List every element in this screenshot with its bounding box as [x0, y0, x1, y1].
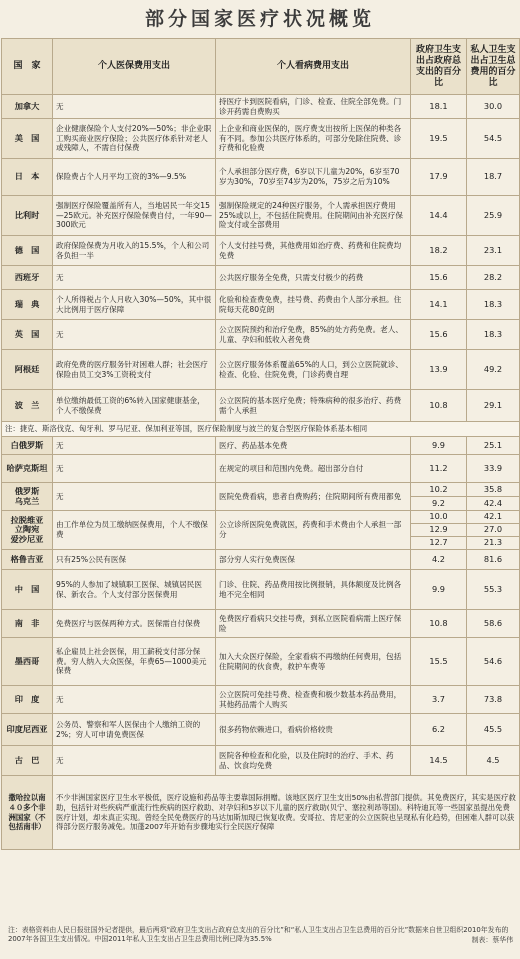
private-share-cell: 21.3 — [467, 537, 520, 550]
country-cell: 白俄罗斯 — [2, 437, 53, 455]
table-row — [2, 390, 520, 422]
private-share-cell: 58.6 — [467, 610, 520, 638]
table-row — [2, 236, 520, 266]
country-cell: 印度尼西亚 — [2, 714, 53, 746]
country-cell: 南 非 — [2, 610, 53, 638]
gov-share-cell: 14.1 — [411, 290, 467, 320]
table-row — [2, 610, 520, 638]
table-row — [2, 746, 520, 776]
table-row — [2, 686, 520, 714]
gov-share-cell: 10.8 — [411, 390, 467, 422]
country-cell: 美 国 — [2, 119, 53, 159]
insurance-cell: 无 — [53, 320, 216, 350]
header-personal-medical: 个人看病费用支出 — [216, 39, 411, 95]
medical-cell: 化验和检查费免费，挂号费、药费由个人部分承担。住院每天花80克朗 — [216, 290, 411, 320]
private-share-cell: 45.5 — [467, 714, 520, 746]
country-cell: 墨西哥 — [2, 638, 53, 686]
country-cell: 古 巴 — [2, 746, 53, 776]
medical-cell: 医院各种检查和化验，以及住院时的治疗、手术、药品、饮食均免费 — [216, 746, 411, 776]
private-share-cell: 33.9 — [467, 455, 520, 483]
table-row — [2, 159, 520, 196]
gov-share-cell: 15.6 — [411, 266, 467, 290]
gov-share-cell: 18.2 — [411, 236, 467, 266]
insurance-cell: 企业健康保险个人支付20%—50%；非企业职工购买商业医疗保险；公共医疗体系针对老人或残障人，不需自付保费 — [53, 119, 216, 159]
insurance-cell: 政府免费的医疗服务针对困难人群；社会医疗保险由员工交3%工资税支付 — [53, 350, 216, 390]
table-row — [2, 119, 520, 159]
table-row — [2, 95, 520, 119]
private-share-cell: 35.8 — [467, 483, 520, 497]
footnote-text: 注：表格资料由人民日报驻国外记者提供，最后两项“政府卫生支出占政府总支出的百分比”和“私人卫生支出占卫生总费用的百分比”数据来自世卫组织2010年发布的2007年各国卫生支出情况。中国2011年私人卫生支出占卫生总费用比例已降为35.5% — [8, 926, 509, 943]
medical-cell: 很多药物依赖进口，看病价格较贵 — [216, 714, 411, 746]
note-row — [2, 422, 520, 437]
insurance-cell: 无 — [53, 455, 216, 483]
footnote — [8, 926, 513, 944]
insurance-cell: 私企雇员上社会医保，用工薪税支付部分保费。穷人纳入大众医保，年费65—1000美元保费 — [53, 638, 216, 686]
gov-share-cell: 13.9 — [411, 350, 467, 390]
country-cell: 日 本 — [2, 159, 53, 196]
table-row — [2, 511, 520, 524]
country-cell: 波 兰 — [2, 390, 53, 422]
table-row — [2, 196, 520, 236]
medical-cell: 公立诊所医院免费就医，药费和手术费由个人承担一部分 — [216, 511, 411, 550]
insurance-cell: 无 — [53, 483, 216, 511]
gov-share-cell: 4.2 — [411, 550, 467, 570]
medical-cell: 上企业和商业医保的，医疗费支出按所上医保的种类各有不同。参加公共医疗体系的，可部分免除住院费、诊疗费和化验费 — [216, 119, 411, 159]
medical-cell: 个人承担部分医疗费，6岁以下儿童为20%，6岁至70岁为30%，70岁至74岁为20%，75岁之后为10% — [216, 159, 411, 196]
gov-share-cell: 11.2 — [411, 455, 467, 483]
table-row — [2, 320, 520, 350]
insurance-cell: 无 — [53, 686, 216, 714]
medical-cell: 部分穷人实行免费医保 — [216, 550, 411, 570]
table-row — [2, 550, 520, 570]
gov-share-cell: 9.2 — [411, 497, 467, 511]
private-share-cell: 30.0 — [467, 95, 520, 119]
medical-cell: 公立医院的基本医疗免费；特殊病种的很多治疗、药费需个人承担 — [216, 390, 411, 422]
country-cell: 俄罗斯 乌克兰 — [2, 483, 53, 511]
gov-share-cell: 19.5 — [411, 119, 467, 159]
medical-cell: 持医疗卡到医院看病，门诊、检查、住院全部免费。门诊开药需自费购买 — [216, 95, 411, 119]
medical-cell: 公立医院预约和治疗免费，85%的处方药免费。老人、儿童、孕妇和低收入者免费 — [216, 320, 411, 350]
gov-share-cell: 9.9 — [411, 437, 467, 455]
country-cell: 格鲁吉亚 — [2, 550, 53, 570]
private-share-cell: 54.5 — [467, 119, 520, 159]
private-share-cell: 18.3 — [467, 320, 520, 350]
insurance-cell: 公务员、警察和军人医保由个人缴纳工资的2%；穷人可申请免费医保 — [53, 714, 216, 746]
table-row — [2, 483, 520, 497]
private-share-cell: 81.6 — [467, 550, 520, 570]
gov-share-cell: 18.1 — [411, 95, 467, 119]
private-share-cell: 18.7 — [467, 159, 520, 196]
country-cell: 德 国 — [2, 236, 53, 266]
country-cell: 中 国 — [2, 570, 53, 610]
private-share-cell: 25.1 — [467, 437, 520, 455]
medical-cell: 医院免费看病，患者自费购药；住院期间所有费用都免 — [216, 483, 411, 511]
country-cell: 哈萨克斯坦 — [2, 455, 53, 483]
insurance-cell: 单位缴纳最低工资的6%转入国家健康基金，个人不缴保费 — [53, 390, 216, 422]
country-cell: 印 度 — [2, 686, 53, 714]
gov-share-cell: 15.5 — [411, 638, 467, 686]
insurance-cell: 只有25%公民有医保 — [53, 550, 216, 570]
country-cell: 撒哈拉以南４０多个非洲国家（不包括南非） — [2, 776, 53, 850]
country-cell: 阿根廷 — [2, 350, 53, 390]
medical-cell: 个人支付挂号费，其他费用如治疗费、药费和住院费均免费 — [216, 236, 411, 266]
private-share-cell: 42.4 — [467, 497, 520, 511]
table-row — [2, 638, 520, 686]
header-private-share: 私人卫生支出占卫生总费用的百分比 — [467, 39, 520, 95]
medical-cell: 公立医院可免挂号费、检查费和极少数基本药品费用，其他药品需个人购买 — [216, 686, 411, 714]
table-row — [2, 455, 520, 483]
country-cell: 比利时 — [2, 196, 53, 236]
gov-share-cell: 10.8 — [411, 610, 467, 638]
medical-cell: 公立医疗服务体系覆盖65%的人口，到公立医院就诊、检查、化验、住院免费，门诊药费自理 — [216, 350, 411, 390]
insurance-cell: 强制医疗保险覆盖所有人，当地居民一年交15—25欧元。补充医疗保险保费自付，一年90—300欧元 — [53, 196, 216, 236]
table-row — [2, 776, 520, 850]
private-share-cell: 25.9 — [467, 196, 520, 236]
insurance-cell: 政府保险保费为月收入的15.5%，个人和公司各负担一半 — [53, 236, 216, 266]
medical-cell: 强制保险规定的24种医疗服务，个人需承担医疗费用25%或以上，不包括住院费用。住院期间由补充医疗保险支付或全部费用 — [216, 196, 411, 236]
insurance-cell: 95%的人参加了城镇职工医保、城镇居民医保、新农合。个人支付部分医保费用 — [53, 570, 216, 610]
gov-share-cell: 12.7 — [411, 537, 467, 550]
insurance-cell: 由工作单位为员工缴纳医保费用，个人不缴保费 — [53, 511, 216, 550]
insurance-cell: 无 — [53, 95, 216, 119]
health-table — [1, 38, 520, 850]
header-country: 国 家 — [2, 39, 53, 95]
private-share-cell: 23.1 — [467, 236, 520, 266]
insurance-cell: 无 — [53, 437, 216, 455]
insurance-cell: 保险费占个人月平均工资的3%—9.5% — [53, 159, 216, 196]
insurance-cell: 个人所得税占个人月收入30%—50%，其中很大比例用于医疗保障 — [53, 290, 216, 320]
header-row — [2, 39, 520, 95]
private-share-cell: 73.8 — [467, 686, 520, 714]
insurance-cell: 免费医疗与医保两种方式。医保需自付保费 — [53, 610, 216, 638]
africa-text-cell: 不少非洲国家医疗卫生水平极低，医疗设施和药品等主要靠国际捐赠。该地区医疗卫生支出50%由私营部门提供。其免费医疗，其实是医疗救助，包括针对些疾病严重流行性疾病的医疗救助、对孕妇和5岁以下儿童的医疗救助(贝宁、塞拉利昂等国)。科特迪瓦等一些国家虽提出免费医疗计划，却未真正实现。曾经全民免费医疗的马达加斯加现已恢复收费。安哥拉、肯尼亚的公立医院也呈现私有化趋势，但困难人群可以获得部分医疗服务减免。加蓬2007年开始有步骤地实行全民医疗保障 — [53, 776, 520, 850]
private-share-cell: 4.5 — [467, 746, 520, 776]
medical-cell: 免费医疗看病只交挂号费，到私立医院看病需上医疗保险 — [216, 610, 411, 638]
country-cell: 瑞 典 — [2, 290, 53, 320]
gov-share-cell: 12.9 — [411, 524, 467, 537]
private-share-cell: 29.1 — [467, 390, 520, 422]
private-share-cell: 54.6 — [467, 638, 520, 686]
table-row — [2, 350, 520, 390]
private-share-cell: 18.3 — [467, 290, 520, 320]
private-share-cell: 28.2 — [467, 266, 520, 290]
medical-cell: 加入大众医疗保险，全家看病不再缴纳任何费用，包括住院期间的伙食费，救护车费等 — [216, 638, 411, 686]
note-eu: 注：捷克、斯洛伐克、匈牙利、罗马尼亚、保加利亚等国，医疗保险制度与波兰的复合型医疗保险体系基本相同 — [2, 422, 520, 437]
header-personal-insurance: 个人医保费用支出 — [53, 39, 216, 95]
table-row — [2, 570, 520, 610]
table-row — [2, 290, 520, 320]
private-share-cell: 55.3 — [467, 570, 520, 610]
header-gov-share: 政府卫生支出占政府总支出的百分比 — [411, 39, 467, 95]
gov-share-cell: 17.9 — [411, 159, 467, 196]
gov-share-cell: 10.0 — [411, 511, 467, 524]
gov-share-cell: 14.5 — [411, 746, 467, 776]
private-share-cell: 42.1 — [467, 511, 520, 524]
insurance-cell: 无 — [53, 746, 216, 776]
gov-share-cell: 6.2 — [411, 714, 467, 746]
insurance-cell: 无 — [53, 266, 216, 290]
table-row — [2, 714, 520, 746]
country-cell: 英 国 — [2, 320, 53, 350]
author-credit: 制表：蔡华伟 — [471, 936, 513, 944]
medical-cell: 医疗、药品基本免费 — [216, 437, 411, 455]
country-cell: 西班牙 — [2, 266, 53, 290]
gov-share-cell: 10.2 — [411, 483, 467, 497]
medical-cell: 公共医疗服务全免费，只需支付极少的药费 — [216, 266, 411, 290]
private-share-cell: 27.0 — [467, 524, 520, 537]
country-cell: 拉脱维亚 立陶宛 爱沙尼亚 — [2, 511, 53, 550]
table-row — [2, 437, 520, 455]
table-row — [2, 266, 520, 290]
gov-share-cell: 14.4 — [411, 196, 467, 236]
medical-cell: 门诊、住院、药品费用按比例报销，具体额度及比例各地不完全相同 — [216, 570, 411, 610]
medical-cell: 在规定的项目和范围内免费。超出部分自付 — [216, 455, 411, 483]
gov-share-cell: 15.6 — [411, 320, 467, 350]
gov-share-cell: 9.9 — [411, 570, 467, 610]
page-title: 部分国家医疗状况概览 — [144, 8, 375, 30]
private-share-cell: 49.2 — [467, 350, 520, 390]
gov-share-cell: 3.7 — [411, 686, 467, 714]
country-cell: 加拿大 — [2, 95, 53, 119]
